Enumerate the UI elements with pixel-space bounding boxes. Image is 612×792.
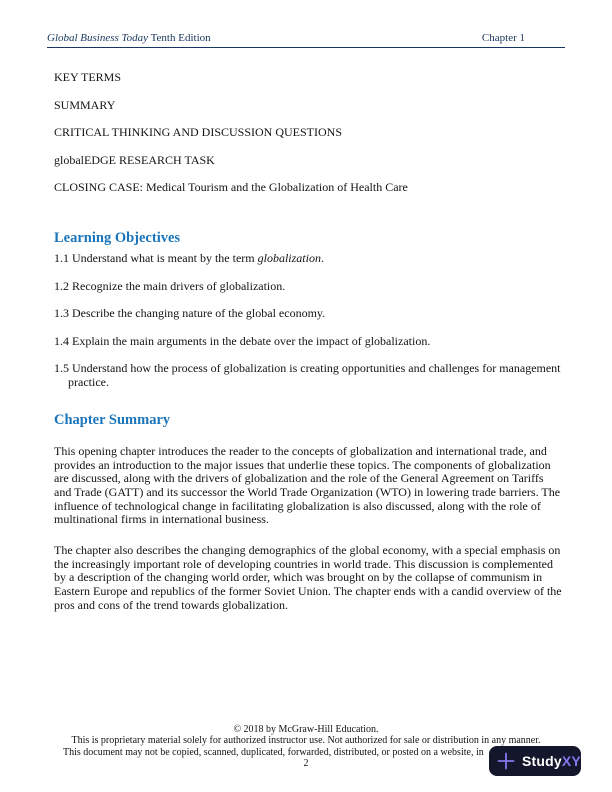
objective-item-1-5: 1.5 Understand how the process of globalization is creating opportunities and challenges for management practice. (54, 361, 561, 389)
page-header (47, 32, 565, 48)
front-matter-item-closing-case: CLOSING CASE: Medical Tourism and the Globalization of Health Care (54, 180, 408, 195)
studyxy-badge[interactable] (489, 746, 581, 776)
book-title-italic: Global Business Today (47, 32, 149, 44)
learning-objectives-section (54, 230, 562, 404)
plus-icon (497, 752, 515, 770)
proprietary-notice-line: This is proprietary material solely for authorized instructor use. Not authorized for sale or distribution in any manner. (71, 735, 541, 747)
book-title (47, 32, 211, 44)
book-title-edition: Tenth Edition (148, 32, 211, 44)
chapter-summary-heading: Chapter Summary (54, 412, 171, 428)
front-matter-item-key-terms: KEY TERMS (54, 70, 122, 84)
front-matter-item-summary: SUMMARY (54, 97, 116, 112)
chapter-label: Chapter 1 (481, 32, 525, 44)
front-matter-item-globaledge: globalEDGE RESEARCH TASK (54, 152, 215, 167)
summary-paragraph-1: This opening chapter introduces the reader to the concepts of globalization and international trade, and provides an introduction to the major issues that underlie these topics. The components of globalization are discussed, along with the drivers of globalization and the role of the General Agreement on Tariffs and Trade (GATT) and its successor the World Trade Organization (WTO) in lowering trade barriers. The influence of technological change in facilitating globalization is also discussed, along with the role of multinational firms in international business. (54, 444, 561, 527)
objective-item-1-2: 1.2 Recognize the main drivers of globalization. (54, 278, 286, 293)
objective-item-1-4: 1.4 Explain the main arguments in the debate over the impact of globalization. (54, 333, 431, 348)
summary-paragraph-2: The chapter also describes the changing demographics of the global economy, with a special emphasis on the increasingly important role of developing countries in world trade. This discussion is complemented by a description of the changing world order, which was brought on by the collapse of communism in Eastern Europe and republics of the former Soviet Union. The chapter ends with a candid overview of the pros and cons of the trend towards globalization. (54, 542, 562, 612)
copyright-line: © 2018 by McGraw-Hill Education. (233, 724, 379, 735)
front-matter-list (54, 71, 562, 209)
front-matter-item-critical-thinking: CRITICAL THINKING AND DISCUSSION QUESTIONS (54, 125, 343, 140)
learning-objectives-heading: Learning Objectives (54, 230, 181, 246)
distribution-notice-line: This document may not be copied, scanned, duplicated, forwarded, distributed, or posted on a website, in (63, 746, 484, 758)
objective-item-1-3: 1.3 Describe the changing nature of the global economy. (54, 306, 326, 321)
studyxy-logo-text: StudyXY (522, 753, 581, 769)
chapter-summary-section (54, 412, 562, 629)
page-number: 2 (303, 758, 309, 770)
objective-item-1-1: 1.1 Understand what is meant by the term globalization. (54, 251, 324, 265)
